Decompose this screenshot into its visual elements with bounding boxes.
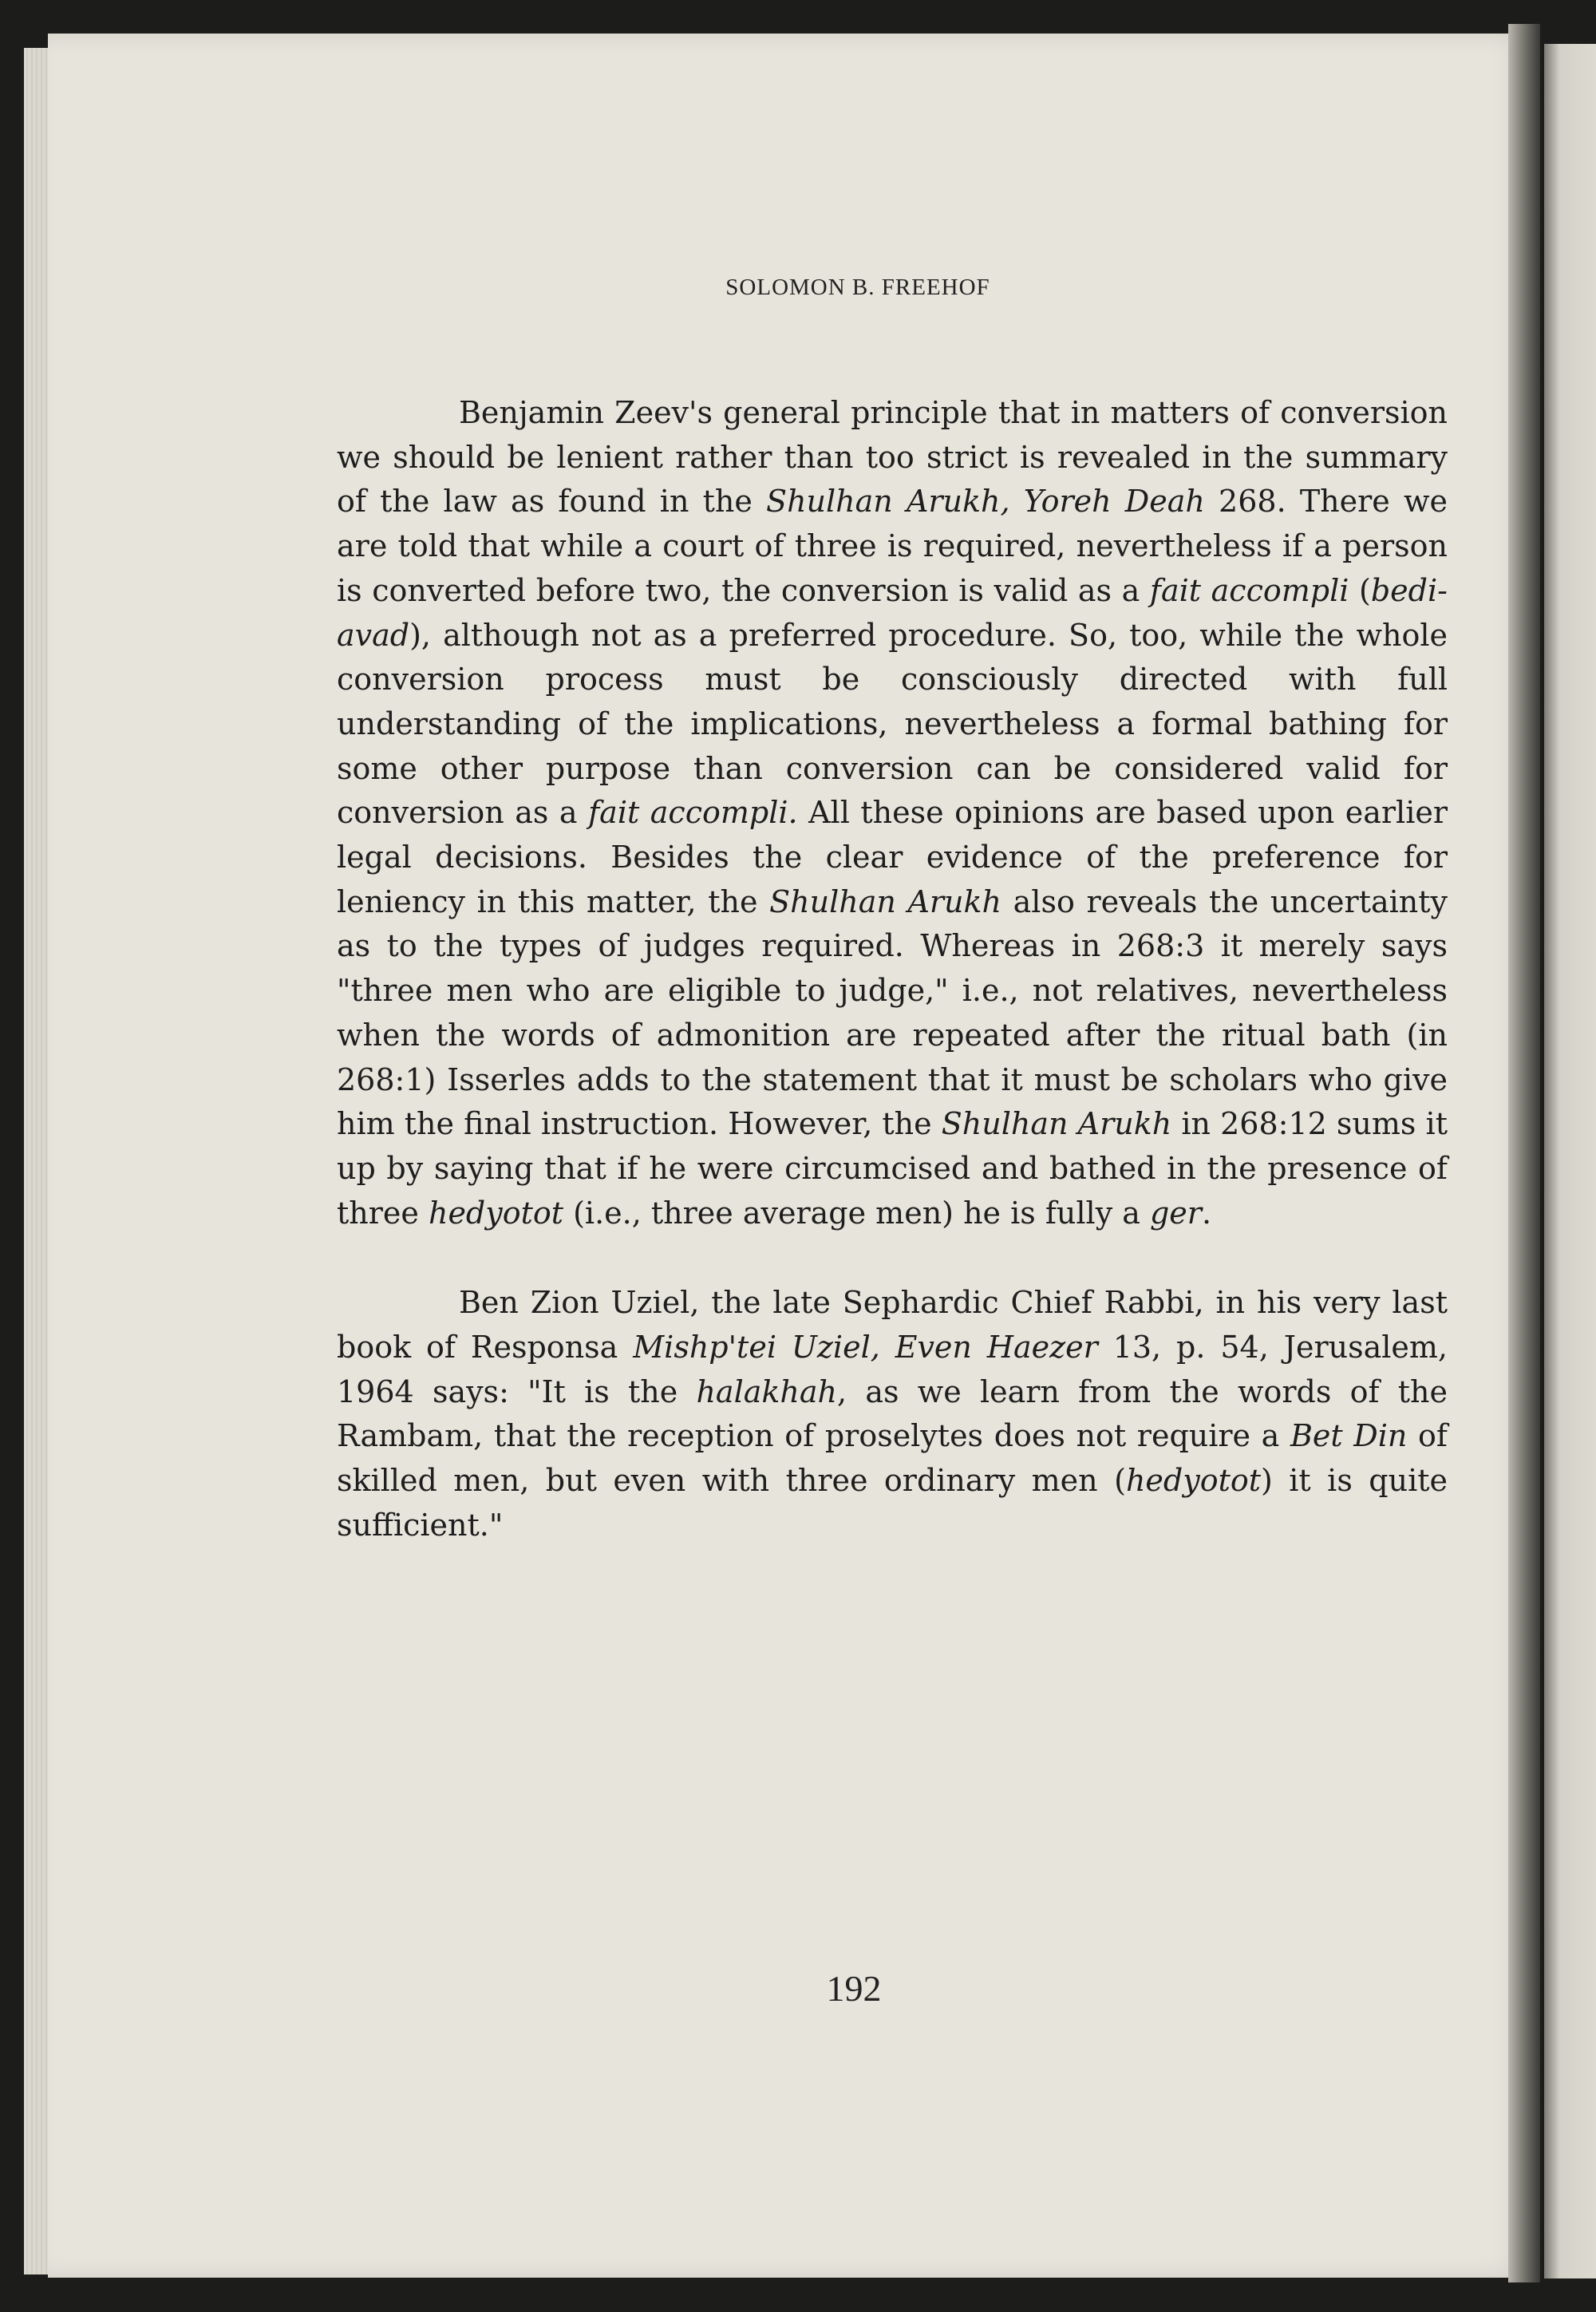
italic-text: Shulhan Arukh: [769, 883, 1002, 919]
text-run: of skilled men, but even with three ordinary men (: [337, 1418, 1448, 1499]
text-run: 268. There we are told that while a court of three is required, nevertheless if a person is converted before two, the conversion is valid as a: [337, 484, 1448, 608]
italic-text: hedyotot: [428, 1195, 564, 1231]
running-head: SOLOMON B. FREEHOF: [725, 275, 990, 300]
text-run: .: [1201, 1195, 1212, 1231]
book-gutter: [1508, 24, 1540, 2282]
text-run: 13, p. 54, Jerusalem, 1964 says: "It is the: [337, 1330, 1448, 1409]
body-text: [337, 391, 1448, 1548]
italic-text: Bet Din: [1290, 1418, 1408, 1454]
text-run: (i.e., three average men) he is fully a: [563, 1195, 1150, 1231]
italic-text: halakhah: [696, 1373, 838, 1409]
paragraph-2: [337, 1281, 1448, 1547]
text-run: Benjamin Zeev's general principle that in matters of conversion we should be lenient rather than too strict is revealed in the summary of the law as found in the: [337, 395, 1448, 520]
italic-text: ger: [1149, 1195, 1202, 1231]
text-run: also reveals the uncertainty as to the types of judges required. Whereas in 268:3 it merely says "three men who are eligible to judge," i.e., not relatives, nevertheless when the words of admonition are repeated after the ritual bath (in 268:1) Isserles adds to the statement that it must be scholars who give him the final instruction. However, the: [337, 883, 1448, 1142]
text-run: All these opinions are based upon earlier legal decisions. Besides the clear evidence of the preference for leniency in this matter, the: [337, 795, 1448, 919]
paragraph-1: [337, 391, 1448, 1235]
italic-text: bedi-avad: [337, 572, 1448, 653]
text-run: , as we learn from the words of the Rambam, that the reception of proselytes does not require a: [337, 1373, 1448, 1454]
text-run: ) it is quite sufficient.": [337, 1463, 1448, 1543]
italic-text: Mishp'tei Uziel, Even Haezer: [633, 1330, 1098, 1365]
italic-text: Shulhan Arukh, Yoreh Deah: [766, 484, 1205, 520]
italic-text: fait accompli.: [588, 795, 798, 831]
italic-text: fait accompli: [1149, 572, 1349, 608]
text-run: in 268:12 sums it up by saying that if he were circumcised and bathed in the presence of three: [337, 1106, 1448, 1231]
facing-page-edge: [1544, 44, 1596, 2278]
text-run: (: [1349, 572, 1371, 608]
italic-text: Shulhan Arukh: [941, 1106, 1172, 1142]
page-number: 192: [826, 1968, 882, 2009]
text-run: Ben Zion Uziel, the late Sephardic Chief Rabbi, in his very last book of Responsa: [337, 1285, 1448, 1365]
text-run: ), although not as a preferred procedure. So, too, while the whole conversion process must be consciously directed with full understanding of the implications, nevertheless a formal bathing for some other purpose than conversion can be considered valid for conversion as a: [337, 617, 1448, 831]
italic-text: hedyotot: [1125, 1463, 1261, 1499]
